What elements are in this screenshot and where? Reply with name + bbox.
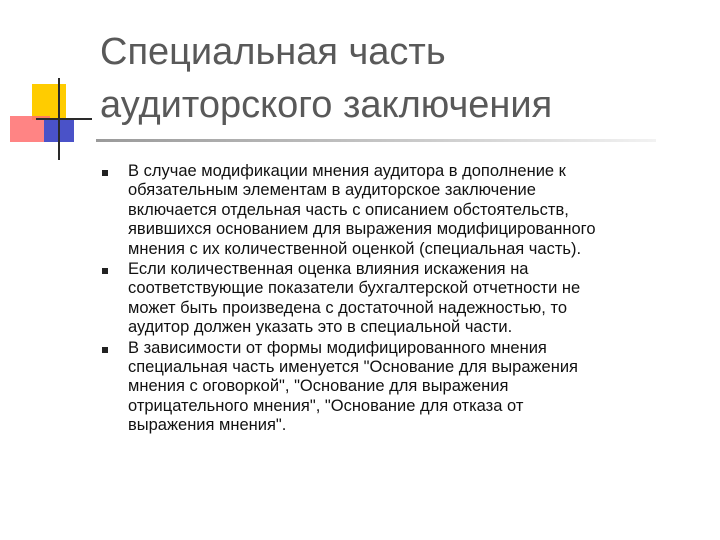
decorative-horizontal-line [36,118,92,120]
bullet-text-line: явившихся основанием для выражения модифицированного [128,220,596,239]
bullet-text-line: мнения с оговоркой", "Основание для выражения [128,377,509,396]
slide-title-line-1: Специальная часть [100,31,446,73]
bullet-list [100,162,694,437]
bullet-text-line: аудитор должен указать это в специальной части. [128,318,513,337]
decorative-yellow-square [32,84,66,120]
slide-title [100,26,700,132]
bullet-text-line: мнения с их количественной оценкой (специальная часть). [128,239,582,258]
bullet-text-line: может быть произведена с достаточной надежностью, то [128,298,568,317]
bullet-text-line: включается отдельная часть с описанием обстоятельств, [128,200,569,219]
bullet-square-icon [102,268,108,274]
bullet-text-line: обязательным элементам в аудиторское заключение [128,181,536,200]
bullet-text-line: В зависимости от формы модифицированного мнения [128,338,547,357]
bullet-text-line: В случае модификации мнения аудитора в дополнение к [128,162,566,180]
bullet-text-line: специальная часть именуется "Основание для выражения [128,358,578,377]
bullet-square-icon [102,347,108,353]
bullet-item [100,339,694,436]
bullet-text-line: Если количественная оценка влияния искажения на [128,260,529,279]
bullet-item [100,162,694,259]
bullet-text-line: соответствующие показатели бухгалтерской отчетности не [128,279,581,298]
bullet-text-line: отрицательного мнения", "Основание для отказа от [128,396,524,415]
bullet-item [100,260,694,338]
slide-title-line-2: аудиторского заключения [100,84,553,126]
bullet-square-icon [102,170,108,176]
bullet-text-line: выражения мнения". [128,416,287,435]
title-underline [96,139,656,142]
